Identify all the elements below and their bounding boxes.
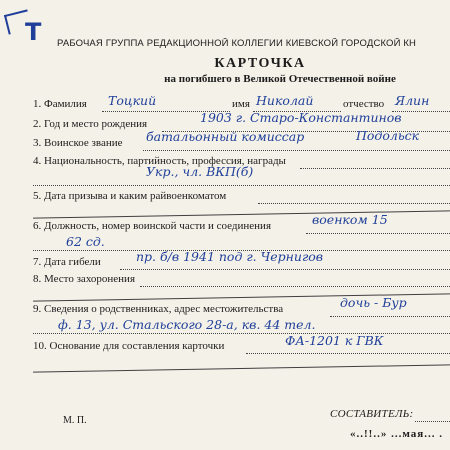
field-name-label: имя: [232, 98, 250, 110]
field-rank-label: 3. Воинское звание: [33, 137, 123, 149]
field-burial-label: 8. Место захоронения: [33, 273, 135, 285]
field-birth-label: 2. Год и место рождения: [33, 118, 148, 130]
field-death-label: 7. Дата гибели: [33, 256, 101, 268]
card-date: «..!!..» ...мая... .: [350, 428, 443, 440]
card-subtitle: на погибшего в Великой Отечественной войне: [164, 73, 396, 85]
field-draft-line: [258, 203, 450, 204]
field-basis-line: [246, 353, 450, 354]
compiler-label: СОСТАВИТЕЛЬ:: [330, 408, 414, 420]
field-nationality-label: 4. Национальность, партийность, профессия, награды: [33, 155, 286, 167]
organization-header: РАБОЧАЯ ГРУППА РЕДАКЦИОННОЙ КОЛЛЕГИИ КИЕВСКОЙ ГОРОДСКОЙ КН: [57, 38, 417, 49]
field-birth-value: 1903 г. Старо-Константинов: [200, 110, 402, 125]
field-basis-value: ФА-1201 к ГВК: [285, 333, 384, 348]
field-nationality-value: Укр., чл. ВКП(б): [146, 164, 254, 179]
field-death-line: [120, 269, 450, 270]
field-position-value: военком 15: [312, 212, 388, 227]
field-death-value: пр. б/в 1941 под г. Чернигов: [136, 249, 324, 264]
compiler-signature-line: [415, 421, 450, 422]
field-basis-strike: [33, 364, 450, 372]
field-surname-label: 1. Фамилия: [33, 98, 87, 110]
field-nationality-line: [300, 168, 450, 169]
field-position-line: [306, 233, 450, 234]
field-patronymic-value: Ялин: [395, 93, 430, 108]
corner-letter: Т: [25, 18, 42, 46]
field-rank-value: батальонный комиссар: [146, 129, 305, 144]
field-relatives-value-cont: ф. 13, ул. Стальского 28-а, кв. 44 тел.: [58, 317, 316, 332]
field-relatives-line-2: [33, 333, 450, 334]
field-nationality-line-2: [33, 185, 450, 186]
field-position-label: 6. Должность, номер воинской части и соединения: [33, 220, 271, 232]
field-position-value-cont: 62 сд.: [66, 234, 105, 249]
field-relatives-label: 9. Сведения о родственниках, адрес местожительства: [33, 303, 284, 315]
field-burial-line: [140, 286, 450, 287]
field-name-value: Николай: [256, 93, 314, 108]
field-relatives-line: [330, 316, 450, 317]
field-basis-label: 10. Основание для составления карточки: [33, 340, 225, 352]
card-title: КАРТОЧКА: [214, 56, 306, 71]
field-relatives-value: дочь - Бур: [340, 295, 407, 310]
field-surname-value: Тоцкий: [108, 93, 157, 108]
field-rank-line: [143, 150, 450, 151]
field-patronymic-label: отчество: [343, 98, 385, 110]
field-draft-label: 5. Дата призыва и каким райвоенкоматом: [33, 190, 227, 202]
field-rank-extra: Подольск: [356, 128, 420, 143]
stamp-place-label: М. П.: [63, 415, 87, 426]
